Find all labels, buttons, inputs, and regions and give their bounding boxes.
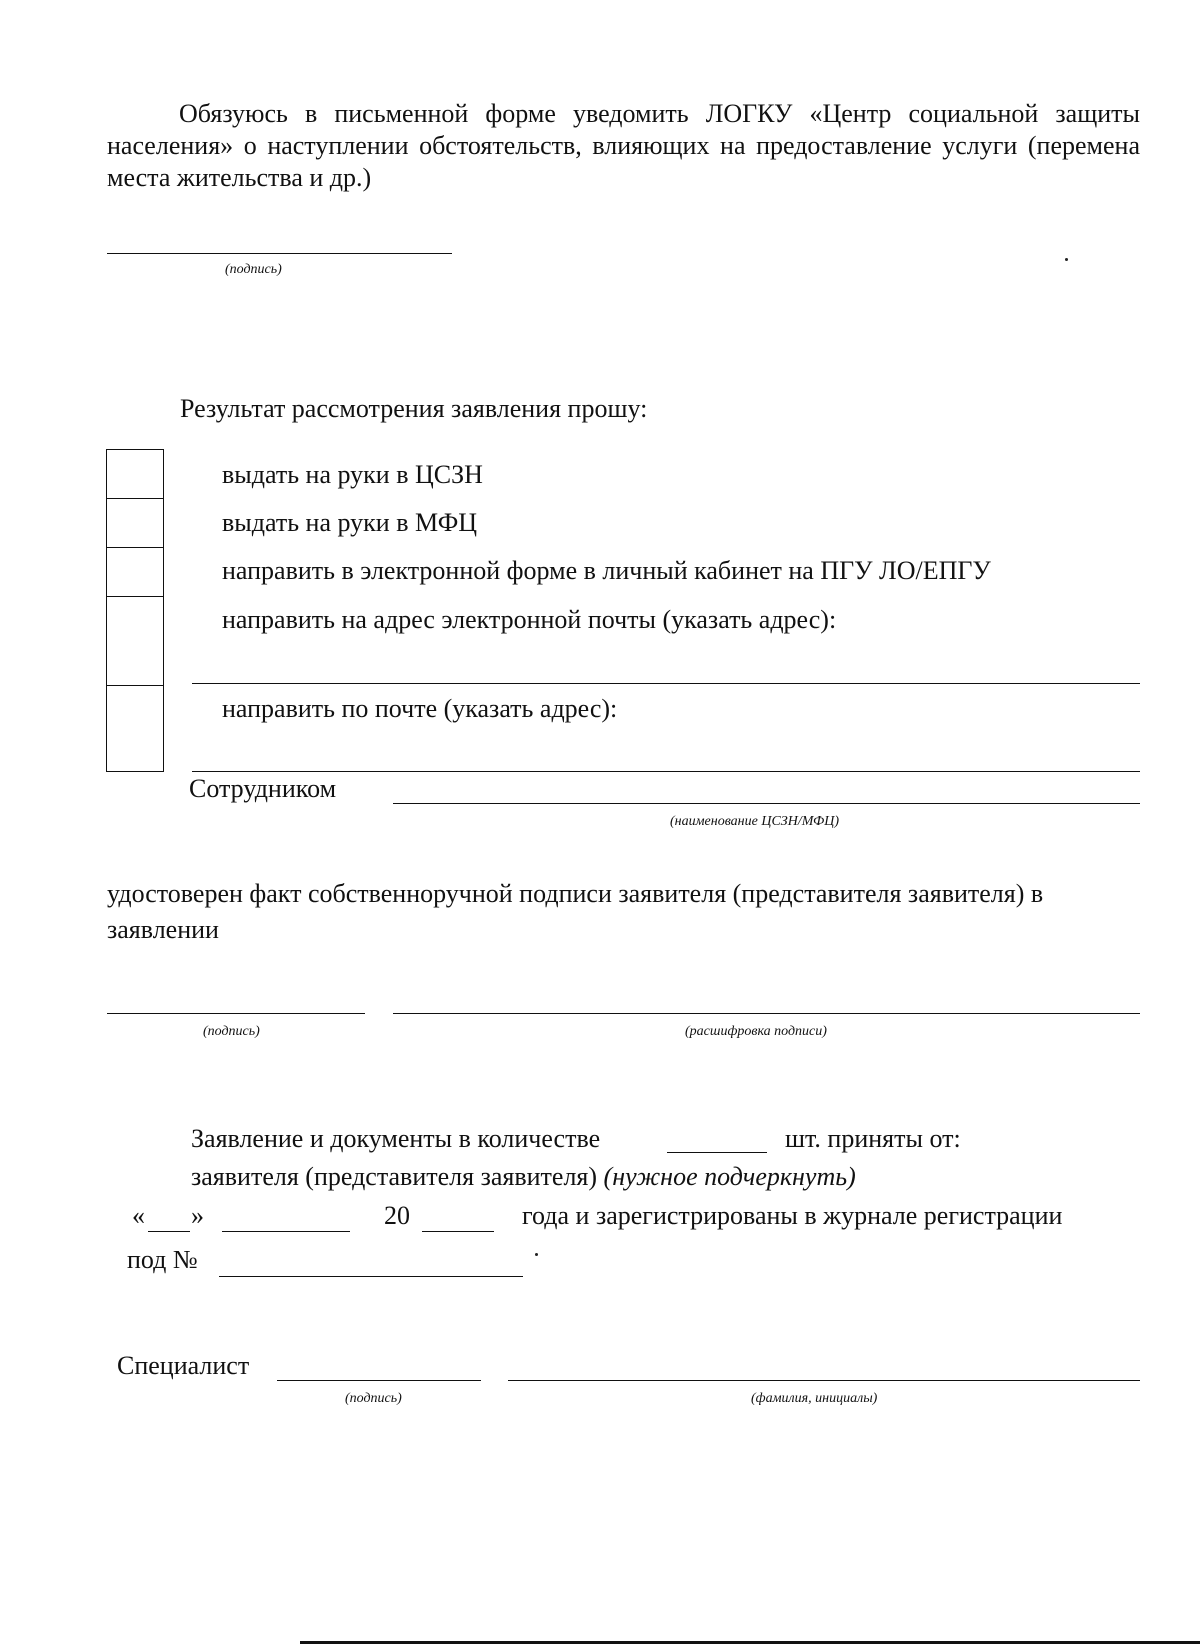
decoding-line[interactable] [393, 1013, 1140, 1014]
scan-bottom-edge [300, 1641, 1200, 1644]
registered-text: года и зарегистрированы в журнале регистрации [522, 1201, 1063, 1230]
signature-caption-1: (подпись) [225, 262, 282, 277]
specialist-signature-caption: (подпись) [345, 1391, 402, 1406]
certified-text: удостоверен факт собственноручной подписи заявителя (представителя заявителя) в заявлении [107, 879, 1044, 944]
signature-line-2[interactable] [107, 1013, 365, 1014]
day-line[interactable] [148, 1231, 190, 1232]
applicant-text: заявителя (представителя заявителя) [191, 1162, 598, 1191]
docs-line-start: Заявление и документы в количестве [191, 1124, 601, 1153]
employee-label: Сотрудником [189, 774, 337, 803]
quote-close: » [191, 1201, 204, 1230]
email-address-line[interactable] [192, 683, 1140, 684]
option-label: направить по почте (указать адрес): [222, 694, 618, 723]
signature-line-1[interactable] [107, 253, 452, 254]
option-label: выдать на руки в МФЦ [222, 508, 478, 537]
checkbox-electronic-cabinet[interactable] [106, 547, 164, 596]
applicant-note: (нужное подчеркнуть) [603, 1162, 856, 1191]
scan-speck [535, 1253, 538, 1256]
intro-paragraph [107, 98, 1140, 194]
specialist-label: Специалист [117, 1351, 250, 1380]
reg-number-line[interactable] [219, 1276, 523, 1277]
specialist-name-line[interactable] [508, 1380, 1140, 1381]
decoding-caption: (расшифровка подписи) [685, 1024, 827, 1039]
year-line[interactable] [422, 1231, 494, 1232]
option-label: выдать на руки в ЦСЗН [222, 460, 483, 489]
applicant-line [191, 1161, 856, 1193]
employee-org-line[interactable] [393, 803, 1140, 804]
docs-count-line[interactable] [667, 1152, 767, 1153]
employee-caption: (наименование ЦСЗН/МФЦ) [670, 814, 840, 829]
year-prefix: 20 [384, 1201, 410, 1230]
quote-open: « [132, 1201, 145, 1230]
intro-text: Обязуюсь в письменной форме уведомить ЛОГКУ «Центр социальной защиты населения» о наступлении обстоятельств, влияющих на предоставление услуги (перемена места жительства и др.) [107, 99, 1140, 192]
checkbox-post[interactable] [106, 685, 164, 772]
specialist-name-caption: (фамилия, инициалы) [751, 1391, 878, 1406]
checkbox-issue-mfc[interactable] [106, 498, 164, 547]
month-line[interactable] [222, 1231, 350, 1232]
specialist-signature-line[interactable] [277, 1380, 481, 1381]
reg-number-label: под № [127, 1245, 198, 1274]
option-label: направить в электронной форме в личный кабинет на ПГУ ЛО/ЕПГУ [222, 556, 991, 585]
option-label: направить на адрес электронной почты (указать адрес): [222, 605, 837, 634]
checkbox-email[interactable] [106, 596, 164, 685]
postal-address-line[interactable] [192, 771, 1140, 772]
docs-line-end: шт. приняты от: [785, 1124, 961, 1153]
scan-speck [1065, 258, 1068, 261]
signature-caption-2: (подпись) [203, 1024, 260, 1039]
result-heading: Результат рассмотрения заявления прошу: [180, 394, 648, 423]
checkbox-issue-cszn[interactable] [106, 449, 164, 498]
